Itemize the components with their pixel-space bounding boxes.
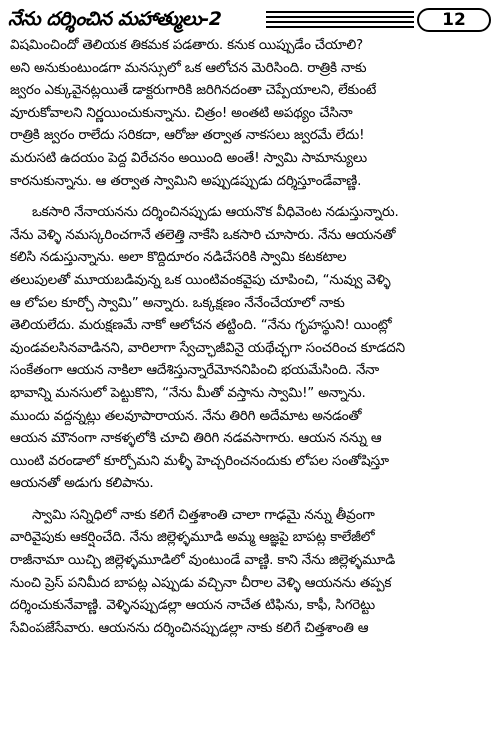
text-line: యింటి వరండాలో కూర్చోమని మళ్ళీ హెచ్చరించనందుకు లోపల సంతోషిస్తూ bbox=[10, 452, 389, 469]
book-title: నేను దర్శించిన మహాత్ములు-2 bbox=[8, 8, 222, 30]
text-line: కలిసి నడుస్తున్నాను. అలా కొద్దిదూరం నడిచేసరికి స్వామి కటకటాల bbox=[10, 249, 347, 266]
text-line: తెలియలేదు. మరుక్షణమే నాకో ఆలోచన తట్టింది. “నేను గృహస్థుని! యింట్లో bbox=[10, 317, 392, 334]
text-line: దర్శించుకునేవాణ్ణి. వెళ్ళినప్పుడల్లా ఆయన నాచేత టిఫిను, కాఫీ, సిగరెట్టు bbox=[10, 597, 376, 614]
text-line: భావాన్ని మనసులో పెట్టుకొని, “నేను మీతో వస్తాను స్వామి!” అన్నాను. bbox=[10, 384, 366, 401]
text-line: తలుపులతో మూయబడివున్న ఒక యింటివంకవైపు చూపించి, “నువ్వు వెళ్ళి bbox=[10, 271, 391, 288]
text-line: నేను వెళ్ళి నమస్కరించగానే తలెత్తి నాకేసి ఒకసారి చూసారు. నేను ఆయనతో bbox=[10, 226, 396, 243]
text-line: అని అనుకుంటుండగా మనస్సులో ఒక ఆలోచన మెరిసింది. రాత్రికి నాకు bbox=[10, 59, 367, 76]
text-line: వుండవలసినవాడినని, వారిలాగా స్వేచ్ఛాజీవినై యథేచ్ఛగా సంచరించ కూడదని bbox=[10, 339, 405, 356]
text-line: కారనుకున్నాను. ఆ తర్వాత స్వామిని అప్పుడప్పుడు దర్శిస్తూండేవాణ్ణి. bbox=[10, 172, 362, 189]
text-line: నుంచి ప్రెస్ పనిమీద బాపట్ల ఎప్పుడు వచ్చినా చీరాల వెళ్ళి ఆయనను తప్పక bbox=[10, 574, 392, 591]
page-body bbox=[10, 34, 490, 639]
text-line: మరుసటి ఉదయం పెద్ద విరేచనం అయింది అంతే! స్వామి సామాన్యులు bbox=[10, 149, 367, 166]
paragraph bbox=[10, 504, 490, 640]
text-line: ముందు వద్దన్నట్లు తలవూపారాయన. నేను తిరిగి అదేమాట అనడంతో bbox=[10, 407, 362, 424]
text-line: ఆ లోపల కూర్చో స్వామి” అన్నారు. ఒక్కక్షణం నేనేంచేయాలో నాకు bbox=[10, 294, 345, 311]
text-line: ఆయనతో అడుగు కలిపాను. bbox=[10, 475, 154, 492]
text-line: ఆయన మౌనంగా నాకళ్ళలోకి చూచి తిరిగి నడవసాగారు. ఆయన నన్ను ఆ bbox=[10, 430, 382, 447]
text-line: రాత్రికి జ్వరం రాలేదు సరికదా, ఆరోజు తర్వాత నాకసలు జ్వరమే లేదు! bbox=[10, 127, 365, 144]
text-line: సంకేతంగా ఆయన నాకిలా ఆదేశిస్తున్నారేమోననిపించి భయమేసింది. నేనా bbox=[10, 362, 379, 379]
text-line: రాజీనామా యిచ్చి జిల్లెళ్ళమూడిలో వుంటుండే వాణ్ణి. కాని నేను జిల్లెళ్ళమూడి bbox=[10, 552, 396, 569]
text-line: వారివైపుకు ఆకర్షించేది. నేను జిల్లెళ్ళమూడి అమ్మ ఆజ్ఞపై బాపట్ల కాలేజీలో bbox=[10, 529, 375, 546]
paragraph bbox=[10, 201, 490, 495]
paragraph bbox=[10, 34, 490, 192]
text-line: వూరుకోవాలని నిర్ణయించుకున్నాను. చిత్రం! అంతటి అపథ్యం చేసినా bbox=[10, 104, 353, 121]
header-rule-lines bbox=[266, 11, 414, 31]
text-line: స్వామి సన్నిధిలో నాకు కలిగే చిత్తశాంతి చాలా గాఢమై నన్ను తీవ్రంగా bbox=[32, 506, 375, 523]
page-number-badge: 12 bbox=[417, 8, 491, 32]
text-line: సేవింపజేసేవారు. ఆయనను దర్శించినప్పుడల్లా నాకు కలిగే చిత్తశాంతి ఆ bbox=[10, 619, 369, 636]
paragraph-gap bbox=[10, 192, 490, 201]
text-line: విషమించిందో తెలియక తికమక పడతారు. కనుక యిప్పుడేం చేయాలి? bbox=[10, 37, 364, 53]
page-header bbox=[8, 4, 494, 38]
text-line: ఒకసారి నేనాయనను దర్శించినప్పుడు ఆయనొక వీధివెంట నడుస్తున్నారు. bbox=[32, 204, 399, 221]
text-line: జ్వరం ఎక్కువైనట్లయితే డాక్టరుగారికి జరిగినదంతా చెప్పేయాలని, లేకుంటే bbox=[10, 82, 377, 99]
paragraph-gap bbox=[10, 495, 490, 504]
